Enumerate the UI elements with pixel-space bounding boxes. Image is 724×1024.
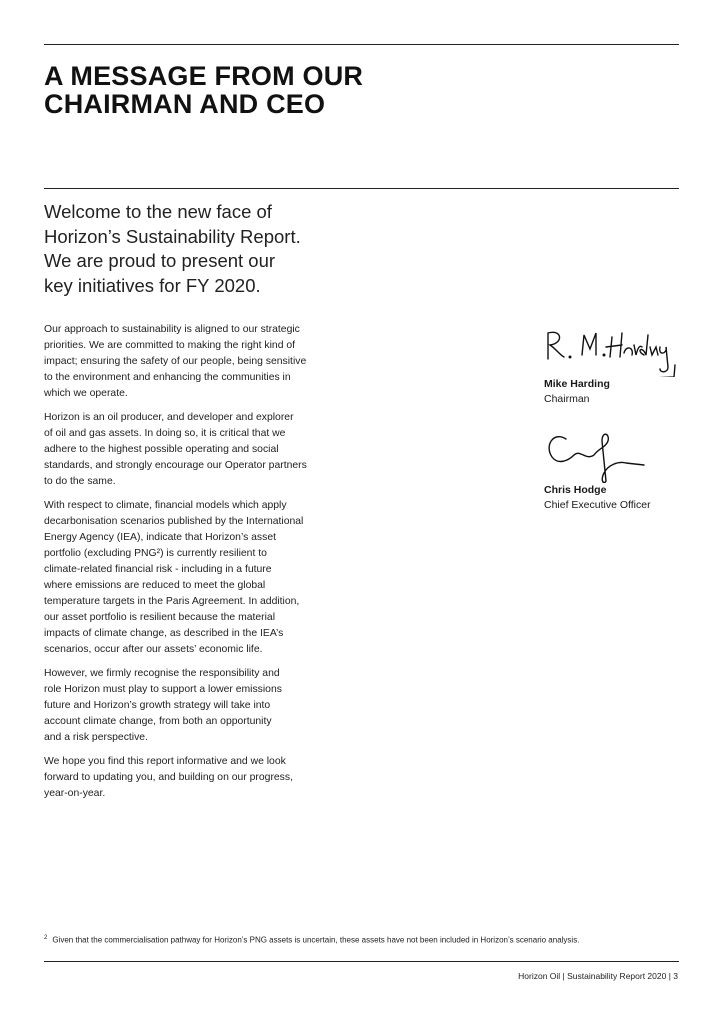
intro-line: We are proud to present our bbox=[44, 250, 276, 271]
body-line: account climate change, from both an opportunity bbox=[44, 716, 272, 727]
signatory-name: Chris Hodge bbox=[544, 484, 607, 496]
title-line: A MESSAGE FROM OUR bbox=[44, 61, 364, 91]
section-rule bbox=[44, 188, 679, 189]
body-line: future and Horizon’s growth strategy will take into bbox=[44, 700, 271, 711]
signatory-chairman bbox=[544, 325, 679, 407]
intro-line: key initiatives for FY 2020. bbox=[44, 274, 261, 296]
body-line: forward to updating you, and building on our progress, bbox=[44, 772, 293, 783]
footnote-text: Given that the commercialisation pathway for Horizon’s PNG assets is uncertain, these assets have not been included in Horizon’s scenario analysis. bbox=[52, 935, 580, 945]
footer-rule bbox=[44, 961, 679, 962]
body-paragraph bbox=[44, 754, 374, 802]
body-line: standards, and strongly encourage our Operator partners bbox=[44, 460, 307, 471]
signatory-ceo bbox=[544, 425, 654, 513]
body-paragraph bbox=[44, 322, 374, 402]
body-line: Horizon is an oil producer, and developer and explorer bbox=[44, 412, 294, 423]
intro-line: Horizon’s Sustainability Report. bbox=[44, 225, 301, 247]
body-text bbox=[44, 322, 374, 810]
body-line: impact; ensuring the safety of our people, being sensitive bbox=[44, 356, 307, 367]
signature-chris-hodge bbox=[544, 425, 654, 483]
body-line: role Horizon must play to support a lower emissions bbox=[44, 684, 282, 695]
page-footer: Horizon Oil | Sustainability Report 2020 | 3 bbox=[518, 971, 678, 981]
body-line: to do the same. bbox=[44, 476, 116, 487]
body-line: scenarios, occur after our assets’ economic life. bbox=[44, 644, 263, 655]
body-paragraph bbox=[44, 498, 374, 658]
title-line: CHAIRMAN AND CEO bbox=[44, 89, 326, 119]
signatory-role: Chairman bbox=[544, 393, 590, 405]
body-paragraph bbox=[44, 410, 374, 490]
body-line: Energy Agency (IEA), indicate that Horizon’s asset bbox=[44, 532, 276, 543]
signatory-role: Chief Executive Officer bbox=[544, 499, 651, 511]
intro-text bbox=[44, 200, 301, 298]
body-line: impacts of climate change, as described in the IEA’s bbox=[44, 628, 284, 639]
body-line: which we operate. bbox=[44, 388, 128, 399]
body-line: where emissions are reduced to meet the global bbox=[44, 580, 266, 591]
body-line: of oil and gas assets. In doing so, it is critical that we bbox=[44, 428, 286, 439]
top-rule bbox=[44, 44, 679, 45]
footnote-marker: 2 bbox=[44, 935, 48, 941]
page-title bbox=[44, 62, 363, 118]
body-line: However, we firmly recognise the responsibility and bbox=[44, 668, 280, 679]
body-line: adhere to the highest possible operating and social bbox=[44, 444, 279, 455]
body-line: to the environment and enhancing the communities in bbox=[44, 372, 291, 383]
body-paragraph bbox=[44, 666, 374, 746]
body-line: climate-related financial risk - including in a future bbox=[44, 564, 272, 575]
intro-line: Welcome to the new face of bbox=[44, 201, 272, 222]
body-line: priorities. We are committed to making the right kind of bbox=[44, 340, 296, 351]
signatory-name: Mike Harding bbox=[544, 378, 610, 390]
body-line: Our approach to sustainability is aligned to our strategic bbox=[44, 324, 300, 335]
body-line: temperature targets in the Paris Agreement. In addition, bbox=[44, 596, 300, 607]
body-line: With respect to climate, financial models which apply bbox=[44, 500, 287, 511]
footnote bbox=[44, 935, 579, 945]
body-line: portfolio (excluding PNG²) is currently resilient to bbox=[44, 548, 267, 559]
body-line: our asset portfolio is resilient because the material bbox=[44, 612, 276, 623]
body-line: decarbonisation scenarios published by the International bbox=[44, 516, 304, 527]
signature-mike-harding bbox=[544, 325, 679, 377]
body-line: year-on-year. bbox=[44, 788, 106, 799]
body-line: and a risk perspective. bbox=[44, 732, 148, 743]
body-line: We hope you find this report informative and we look bbox=[44, 756, 286, 767]
